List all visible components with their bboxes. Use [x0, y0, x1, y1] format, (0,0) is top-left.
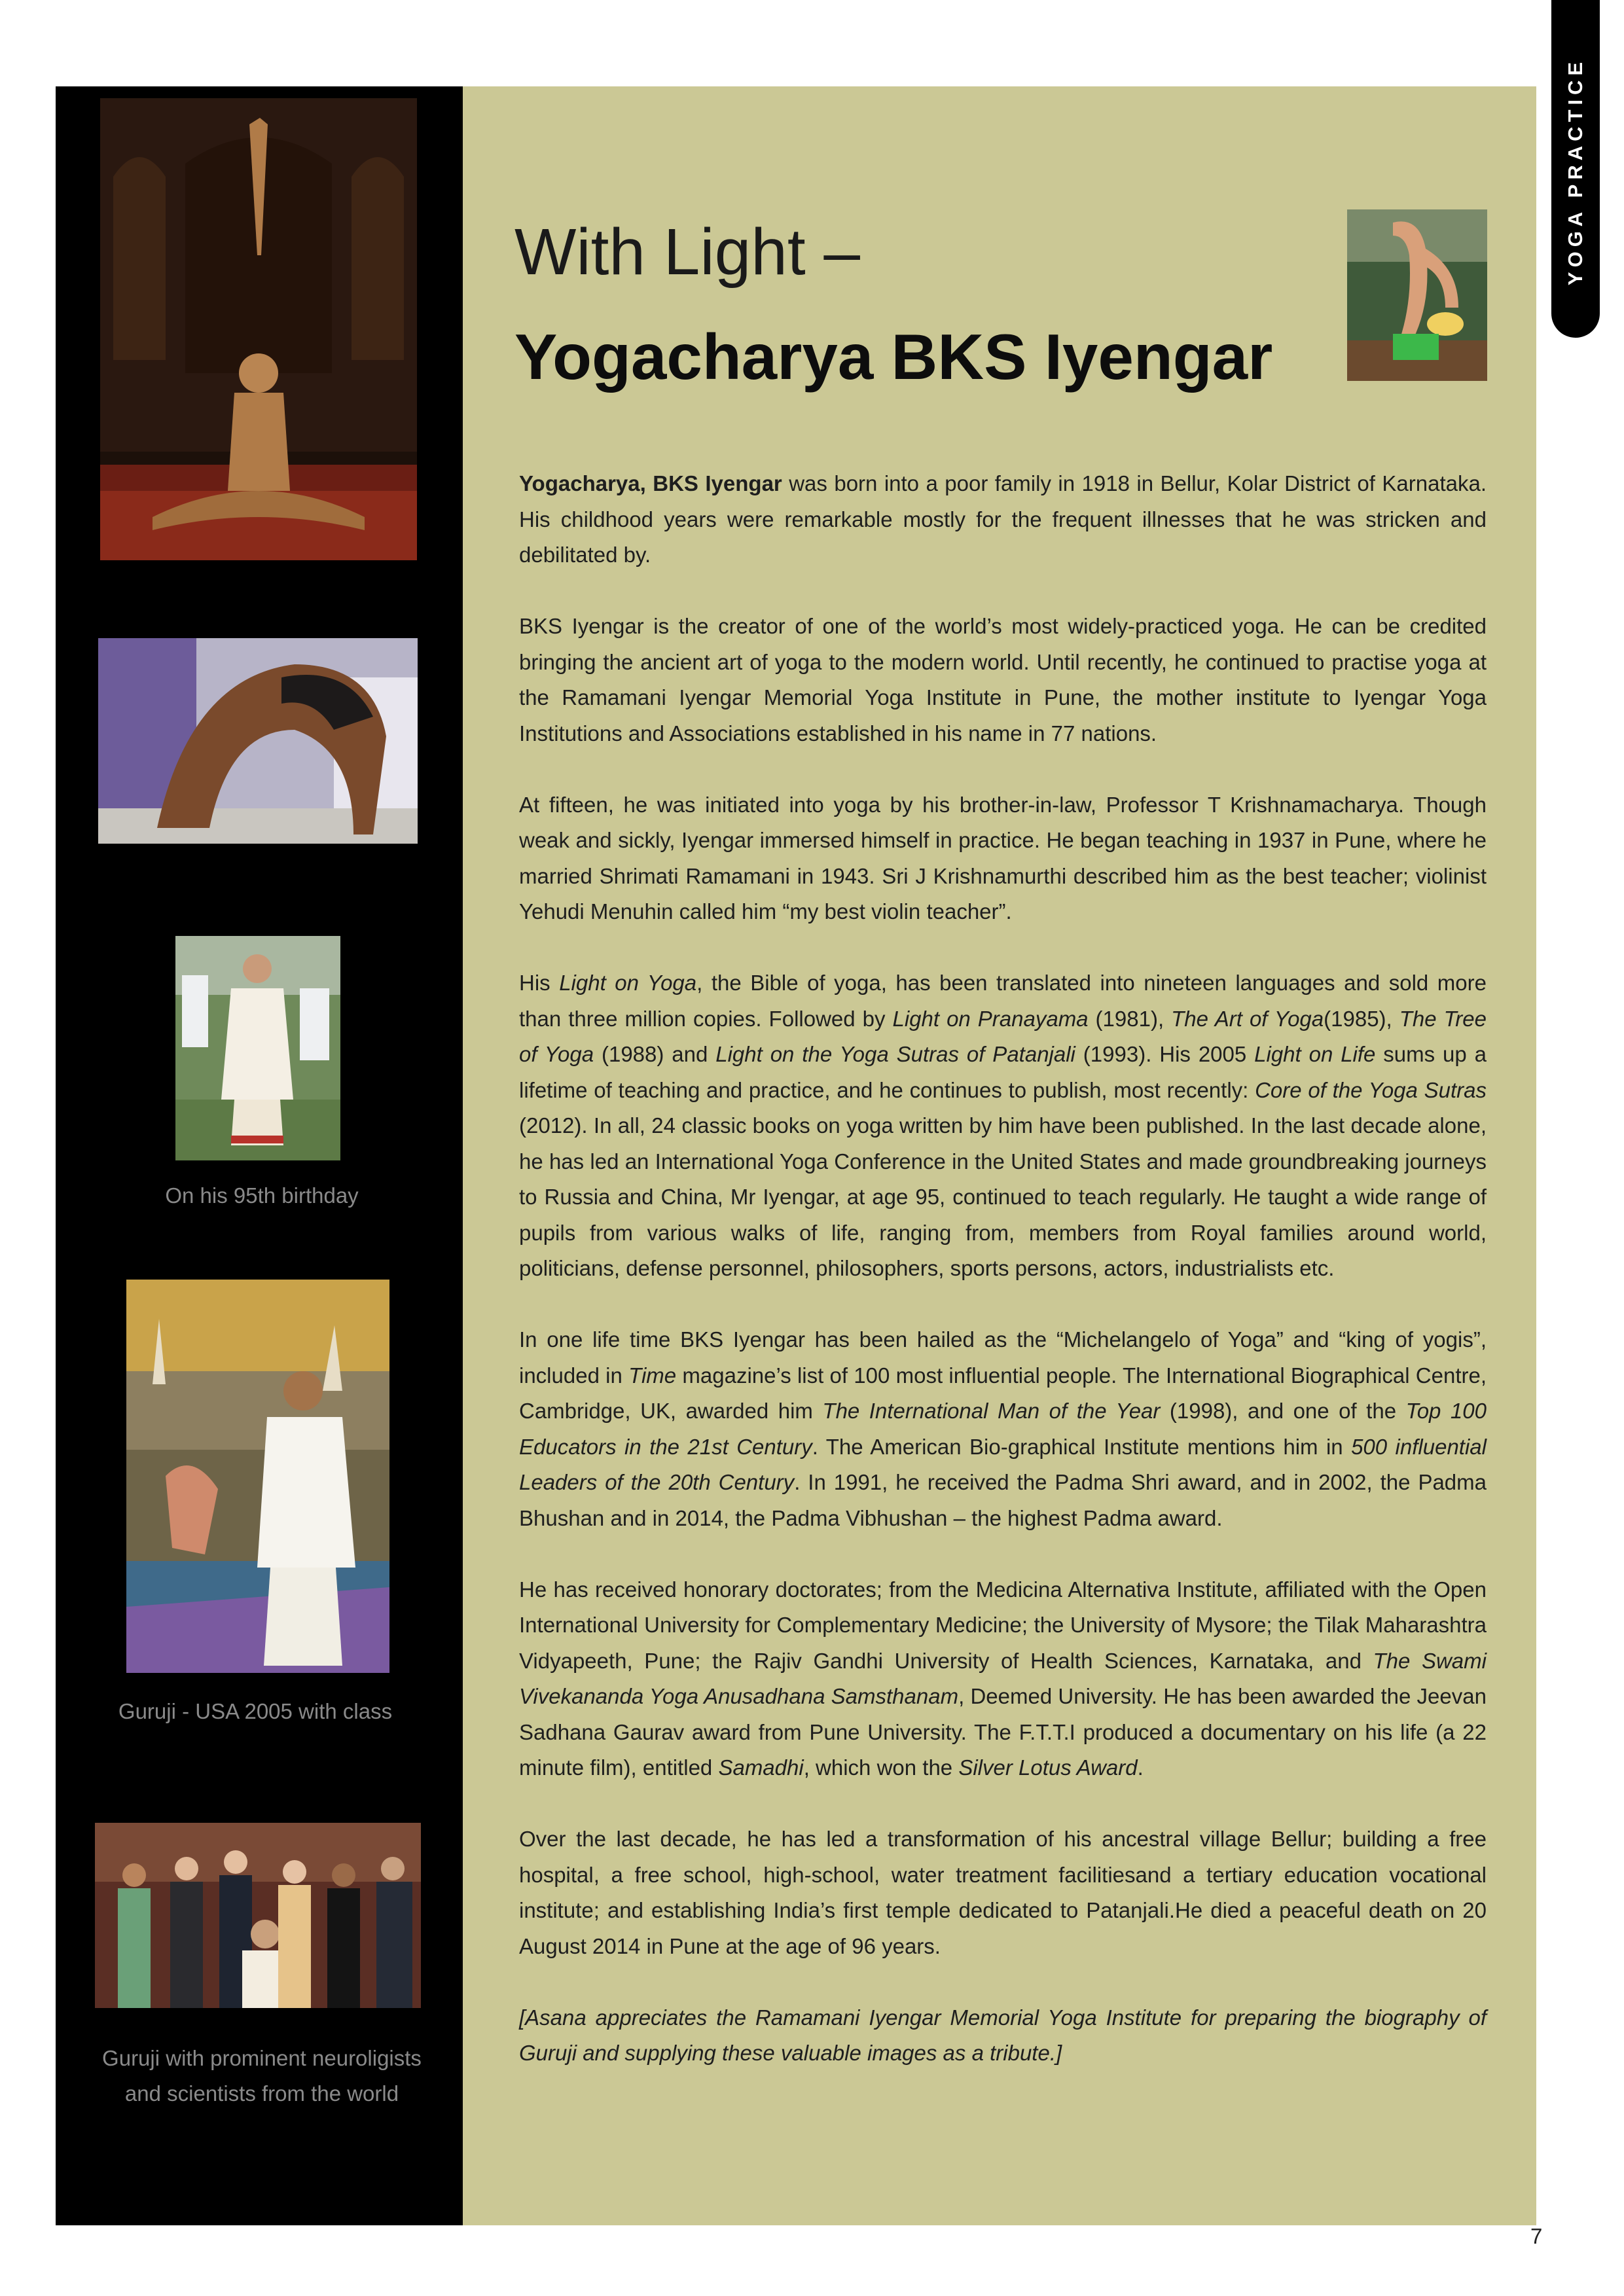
paragraph-birth-text: was born into a poor family in 1918 in Bellur, Kolar District of Karnataka. His childhood years were remarkable mostly for the frequent illnesses that he was stricken and debilitated by.: [519, 471, 1487, 567]
section-tab-label: YOGA PRACTICE: [1564, 57, 1587, 286]
paragraph-creator: BKS Iyengar is the creator of one of the world’s most widely-practiced yoga. He can be credited bringing the ancient art of yoga to the modern world. Until recently, he continued to practise yoga at the Ramamani Iyengar Memorial Yoga Institute in Pune, the mother institute to Iyengar Yoga Institutions and Associations established in his name in 77 nations.: [519, 614, 1487, 745]
title-line-1: With Light –: [514, 215, 861, 289]
paragraph-birth: [519, 466, 1487, 573]
doctorates-text-4: .: [1137, 1755, 1144, 1780]
doctorates-text-3: , which won the: [803, 1755, 959, 1780]
backbend-pose-photo: [98, 638, 418, 844]
book-title-light-on-life: Light on Life: [1254, 1042, 1376, 1066]
neurologists-group-photo: [95, 1823, 421, 2008]
honours-500-leaders: 500 influential Leaders of the 20th Century: [519, 1434, 1487, 1494]
doctorates-silver-lotus: Silver Lotus Award: [958, 1755, 1138, 1780]
book-title-light-on-pranayama: Light on Pranayama: [892, 1006, 1089, 1031]
paragraph-honours: [519, 1322, 1487, 1536]
neurologists-caption-line1: Guruji with prominent neuroligists: [102, 2046, 422, 2070]
article-body: [519, 466, 1487, 2107]
honours-text-4: . The American Bio-graphical Institute mentions him in: [812, 1434, 1352, 1459]
honours-man-of-year: The International Man of the Year: [822, 1399, 1161, 1423]
honours-text-2: magazine’s list of 100 most influential people. The International Biographical Centre, Cambridge, UK, awarded him: [519, 1363, 1487, 1423]
books-text-8: (2012). In all, 24 classic books on yoga written by him have been published. In the last decade alone, he has led an International Yoga Conference in the United States and made groundbreaking journeys to Russia and China, Mr Iyengar, at age 95, continued to teach regularly. He taught a wide range of pupils from various walks of life, ranging from, members from Royal families around world, politicians, defense personnel, philosophers, sports persons, actors, industrialists etc.: [519, 1113, 1487, 1280]
acknowledgement-text: [Asana appreciates the Ramamani Iyengar Memorial Yoga Institute for preparing the biography of Guruji and supplying these valuable images as a tribute.]: [519, 2005, 1487, 2065]
paragraph-acknowledgement: [519, 2000, 1487, 2072]
95th-birthday-photo: [175, 936, 340, 1160]
doctorates-text-1: He has received honorary doctorates; from the Medicina Alternativa Institute, affiliated with the Open International University for Complementary Medicine; the University of Mysore; the Tilak Maharashtra Vidyapeeth, Pune; the Rajiv Gandhi University of Health Sciences, Karnataka, and: [519, 1577, 1487, 1673]
honours-text-1: In one life time BKS Iyengar has been hailed as the “Michelangelo of Yoga” and “king of yogis”, included in: [519, 1327, 1487, 1388]
book-title-art-of-yoga: The Art of Yoga: [1171, 1006, 1324, 1031]
usa-class-caption: Guruji - USA 2005 with class: [118, 1699, 393, 1723]
neurologists-caption: [72, 2041, 452, 2111]
paragraph-bellur: Over the last decade, he has led a transformation of his ancestral village Bellur; building a free hospital, a free school, high-school, water treatment facilitiesand a tertiary education vocational institute; and establishing India’s first temple dedicated to Patanjali.He died a peaceful death on 20 August 2014 in Pune at the age of 96 years.: [519, 1827, 1487, 1958]
books-text-7: sums up a lifetime of teaching and practice, and he continues to publish, most recently:: [519, 1042, 1487, 1102]
books-text-3: (1981),: [1088, 1006, 1172, 1031]
books-text-6: (1993). His 2005: [1075, 1042, 1255, 1066]
book-title-yoga-sutras: Light on the Yoga Sutras of Patanjali: [715, 1042, 1075, 1066]
honours-top-100-educators: Top 100 Educators in the 21st Century: [519, 1399, 1487, 1459]
doctorates-text-2: , Deemed University. He has been awarded the Jeevan Sadhana Gaurav award from Pune University. The F.T.T.I produced a documentary on his life (a 22 minute film), entitled: [519, 1684, 1487, 1780]
doctorates-samadhi-film: Samadhi: [718, 1755, 804, 1780]
page-number: 7: [1530, 2224, 1543, 2248]
book-title-core-of-yoga-sutras: Core of the Yoga Sutras: [1255, 1077, 1487, 1102]
book-title-light-on-yoga: Light on Yoga: [559, 971, 697, 995]
paragraph-doctorates: [519, 1572, 1487, 1786]
paragraph-initiation: At fifteen, he was initiated into yoga by his brother-in-law, Professor T Krishnamacharya. Though weak and sickly, Iyengar immersed himself in practice. He began teaching in 1937 in Pune, where he married Shrimati Ramamani in 1943. Sri J Krishnamurthi described him as the best teacher; violinist Yehudi Menuhin called him “my best violin teacher”.: [519, 792, 1487, 924]
title-line-2: Yogacharya BKS Iyengar: [514, 321, 1273, 393]
title-backbend-photo: [1347, 209, 1487, 381]
honours-text-3: (1998), and one of the: [1160, 1399, 1406, 1423]
doctorates-svyasa: The Swami Vivekananda Yoga Anusadhana Samsthanam: [519, 1648, 1487, 1708]
books-text-2: , the Bible of yoga, has been translated into nineteen languages and sold more than three million copies. Followed by: [519, 971, 1487, 1031]
books-text-5: (1988) and: [594, 1042, 716, 1066]
paragraph-birth-name: Yogacharya, BKS Iyengar: [519, 471, 782, 495]
birthday-caption: On his 95th birthday: [165, 1183, 359, 1208]
usa-2005-class-photo: [126, 1280, 389, 1673]
neurologists-caption-line2: and scientists from the world: [124, 2081, 399, 2106]
book-title-tree-of-yoga: The Tree of Yoga: [519, 1006, 1487, 1066]
seated-prayer-pose-photo: [100, 98, 417, 560]
honours-text-5: . In 1991, he received the Padma Shri award, and in 2002, the Padma Bhushan and in 2014, the Padma Vibhushan – the highest Padma award.: [519, 1470, 1487, 1530]
paragraph-books: [519, 965, 1487, 1287]
books-text-1: His: [519, 971, 560, 995]
books-text-4: (1985),: [1324, 1006, 1399, 1031]
honours-time-magazine: Time: [628, 1363, 677, 1388]
